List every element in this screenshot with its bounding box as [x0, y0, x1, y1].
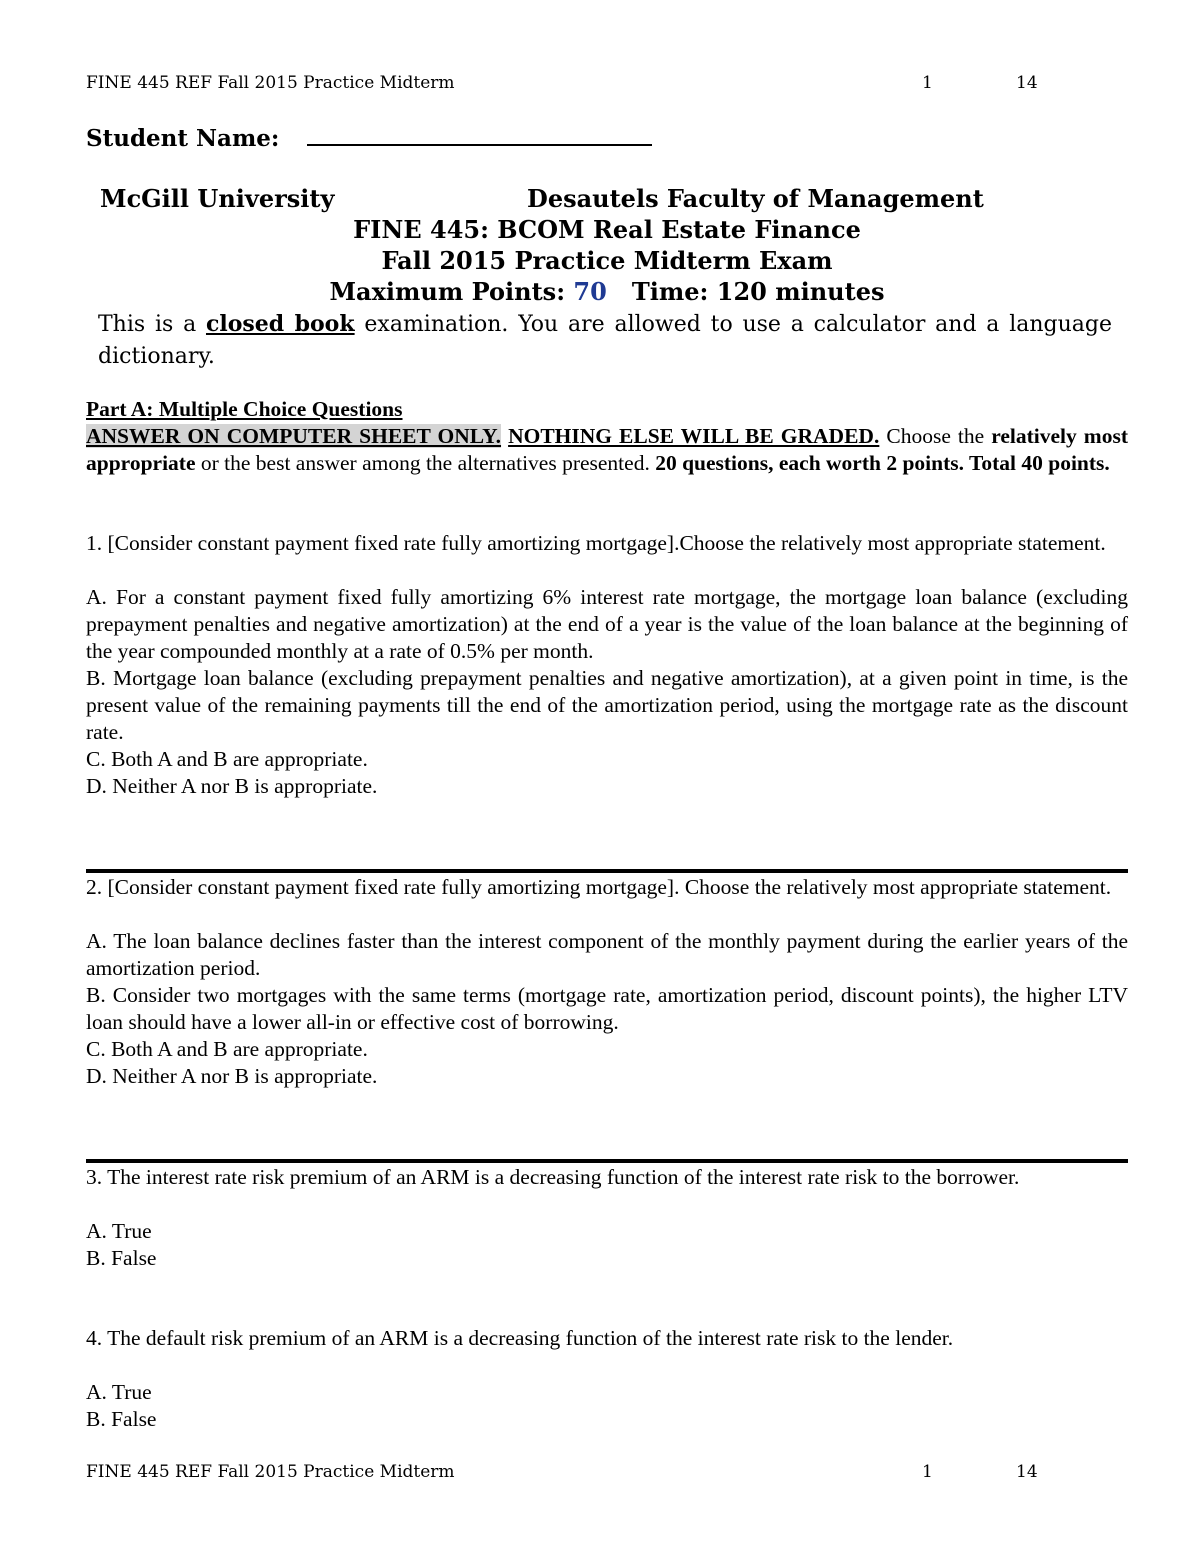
answer-note: ANSWER ON COMPUTER SHEET ONLY. [86, 424, 502, 448]
option-a: A. True [86, 1380, 152, 1404]
question-divider [86, 869, 1128, 873]
question-stem: 3. The interest rate risk premium of an ARM is a decreasing function of the interest rate risk to the borrower. [86, 1165, 1020, 1189]
option-a: A. For a constant payment fixed fully amortizing 6% interest rate mortgage, the mortgage loan balance (excluding prepayment penalties and negative amortization) at the end of a year is the value of the loan balance at the beginning of the year compounded monthly at a rate of 0.5% per month. [86, 585, 1128, 663]
option-b: B. False [86, 1407, 157, 1431]
closed-book-text: closed book [205, 311, 355, 337]
option-d: D. Neither A nor B is appropriate. [86, 1064, 378, 1088]
option-a: A. The loan balance declines faster than the interest component of the monthly payment during the earlier years of the amortization period. [86, 929, 1128, 980]
time-label: Time: 120 minutes [631, 277, 885, 306]
points-time-row [100, 277, 1114, 306]
question-stem: 4. The default risk premium of an ARM is a decreasing function of the interest rate risk to the lender. [86, 1326, 954, 1350]
question-3 [86, 1164, 1128, 1272]
question-stem: 1. [Consider constant payment fixed rate fully amortizing mortgage].Choose the relatively most appropriate statement. [86, 531, 1106, 555]
student-name-blank[interactable] [307, 122, 652, 146]
header-page-number: 1 [922, 73, 933, 93]
question-1 [86, 530, 1128, 800]
faculty-name: Desautels Faculty of Management [527, 184, 984, 213]
part-a-title: Part A: Multiple Choice Questions [86, 397, 403, 421]
choose-emphasis: relatively most appropriate [86, 424, 1128, 475]
footer-page-total: 14 [1016, 1462, 1038, 1482]
choose-text-pre: Choose the [879, 424, 992, 448]
option-a: A. True [86, 1219, 152, 1243]
header-title: FINE 445 REF Fall 2015 Practice Midterm [86, 73, 455, 93]
option-c: C. Both A and B are appropriate. [86, 747, 368, 771]
question-4 [86, 1325, 1128, 1433]
intro-text-post: examination. You are allowed to use a calculator and a language dictionary. [98, 312, 1113, 369]
page-footer [86, 1462, 1046, 1484]
option-b: B. False [86, 1246, 157, 1270]
choose-text-post: or the best answer among the alternatives presented. [195, 451, 656, 475]
student-name-row [86, 122, 652, 152]
university-name: McGill University [100, 184, 335, 213]
course-title: FINE 445: BCOM Real Estate Finance [353, 215, 861, 244]
footer-page-number: 1 [922, 1462, 933, 1482]
exam-title: Fall 2015 Practice Midterm Exam [381, 246, 833, 275]
question-stem: 2. [Consider constant payment fixed rate fully amortizing mortgage]. Choose the relatively most appropriate statement. [86, 875, 1112, 899]
page-header [86, 73, 1046, 95]
option-b: B. Mortgage loan balance (excluding prepayment penalties and negative amortization), at a given point in time, is the present value of the remaining payments till the end of the amortization period, using the mortgage rate as the discount rate. [86, 666, 1128, 744]
part-a-instructions [86, 396, 1128, 477]
footer-title: FINE 445 REF Fall 2015 Practice Midterm [86, 1462, 455, 1482]
student-name-label: Student Name: [86, 125, 280, 152]
option-d: D. Neither A nor B is appropriate. [86, 774, 378, 798]
intro-text-pre: This is a [98, 312, 206, 337]
part-a-totals: 20 questions, each worth 2 points. Total 40 points. [655, 451, 1110, 475]
option-c: C. Both A and B are appropriate. [86, 1037, 368, 1061]
question-2 [86, 874, 1128, 1090]
exam-instructions [98, 308, 1112, 373]
question-divider [86, 1159, 1128, 1163]
nothing-else-note: NOTHING ELSE WILL BE GRADED. [508, 424, 880, 448]
header-page-total: 14 [1016, 73, 1038, 93]
max-points-value: 70 [573, 277, 607, 306]
option-b: B. Consider two mortgages with the same terms (mortgage rate, amortization period, discount points), the higher LTV loan should have a lower all-in or effective cost of borrowing. [86, 983, 1128, 1034]
max-points-label: Maximum Points: [329, 277, 566, 306]
